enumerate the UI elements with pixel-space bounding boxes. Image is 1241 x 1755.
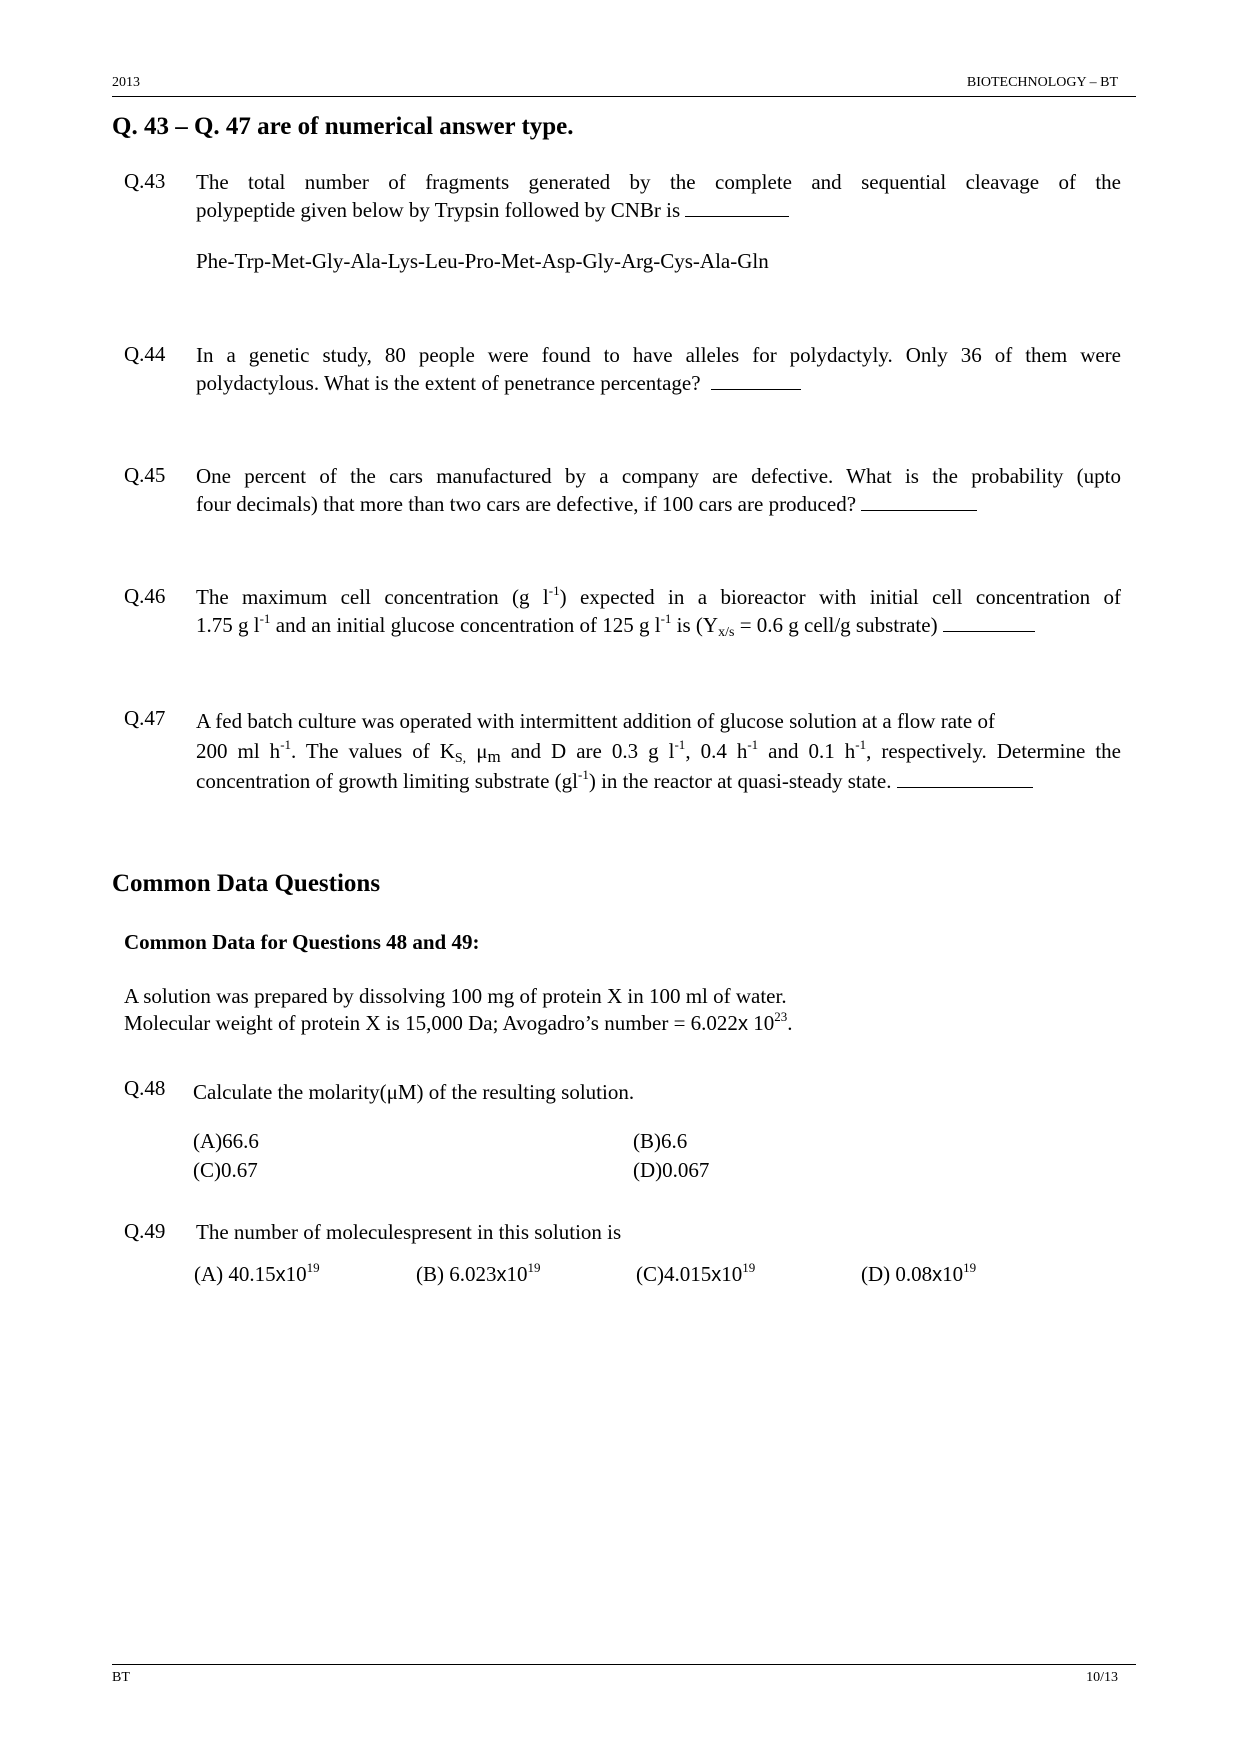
q49-a-exp: 19 bbox=[306, 1260, 320, 1275]
q46-line1 bbox=[196, 584, 1121, 611]
q48-option-c[interactable]: (C)0.67 bbox=[193, 1158, 258, 1182]
q44-line2-text: polydactylous. What is the extent of penetrance percentage? bbox=[196, 371, 701, 395]
q48-option-b[interactable]: (B)6.6 bbox=[633, 1129, 688, 1153]
common-data-title: Common Data Questions bbox=[112, 870, 381, 897]
q47-exp-b: -1 bbox=[674, 737, 686, 752]
footer-code: BT bbox=[112, 1670, 130, 1685]
q46-line2 bbox=[196, 611, 1121, 639]
q46-exp-b: -1 bbox=[259, 611, 271, 626]
q48-text: Calculate the molarity(μM) of the resulting solution. bbox=[193, 1080, 635, 1104]
q43-line2 bbox=[196, 196, 1121, 224]
q47-ks-sub: S, bbox=[454, 751, 467, 766]
q47-mu-sub: m bbox=[487, 747, 501, 766]
q47-line1: A fed batch culture was operated with intermittent addition of glucose solution at a flow rate of bbox=[196, 709, 995, 733]
q48-option-d[interactable]: (D)0.067 bbox=[633, 1158, 710, 1182]
q45-line2 bbox=[196, 490, 1121, 518]
q47-line2 bbox=[196, 736, 1121, 766]
q45-answer-blank[interactable] bbox=[861, 490, 977, 511]
q47-l2a: 200 ml h bbox=[196, 739, 281, 763]
q46-answer-blank[interactable] bbox=[943, 611, 1035, 632]
q43-number: Q.43 bbox=[124, 169, 166, 193]
q49-option-a[interactable] bbox=[194, 1262, 320, 1287]
q45-line1: One percent of the cars manufactured by a company are defective. What is the probability (upto bbox=[196, 464, 1121, 488]
q49-a-ten: 10 bbox=[285, 1262, 307, 1286]
q46-l2c: is (Y bbox=[671, 613, 719, 637]
q49-text: The number of moleculespresent in this solution is bbox=[196, 1220, 622, 1244]
q48-option-a[interactable]: (A)66.6 bbox=[193, 1129, 259, 1153]
q44-line1: In a genetic study, 80 people were found to have alleles for polydactyly. Only 36 of them were bbox=[196, 343, 1121, 367]
q47-mu: μ bbox=[476, 739, 488, 763]
q47-exp-c: -1 bbox=[747, 737, 759, 752]
q49-option-d[interactable] bbox=[861, 1262, 976, 1287]
header-subject: BIOTECHNOLOGY – BT bbox=[966, 75, 1118, 90]
q47-exp-a: -1 bbox=[280, 737, 292, 752]
q43-sequence: Phe-Trp-Met-Gly-Ala-Lys-Leu-Pro-Met-Asp-Gly-Arg-Cys-Ala-Gln bbox=[196, 249, 769, 273]
q49-c-times: x bbox=[711, 1264, 722, 1286]
q47-l2f: , respectively. Determine the bbox=[866, 739, 1122, 763]
q46-l2b: and an initial glucose concentration of 125 g l bbox=[270, 613, 661, 637]
q47-text bbox=[196, 706, 1121, 796]
common-ten: 10 bbox=[747, 1011, 775, 1035]
q49-c-exp: 19 bbox=[742, 1260, 756, 1275]
q49-a-label: (A) 40.15 bbox=[194, 1262, 276, 1286]
q49-number: Q.49 bbox=[124, 1219, 166, 1243]
q43-text bbox=[196, 169, 1121, 224]
q47-l2b: . The values of K bbox=[291, 739, 455, 763]
q45-line2-text: four decimals) that more than two cars are defective, if 100 cars are produced? bbox=[196, 492, 857, 516]
q46-text bbox=[196, 584, 1121, 639]
q46-yield-sub: x/s bbox=[718, 625, 735, 640]
q49-b-label: (B) 6.023 bbox=[416, 1262, 497, 1286]
q45-text bbox=[196, 463, 1121, 518]
q49-c-ten: 10 bbox=[721, 1262, 743, 1286]
q46-exp-a: -1 bbox=[548, 583, 560, 598]
common-data-line2 bbox=[124, 1010, 792, 1038]
q47-l2e: and 0.1 h bbox=[758, 739, 856, 763]
q47-exp-e: -1 bbox=[578, 767, 589, 782]
common-times: x bbox=[737, 1013, 748, 1035]
q46-l2d: = 0.6 g cell/g substrate) bbox=[734, 613, 938, 637]
q49-b-times: x bbox=[496, 1264, 507, 1286]
q47-l2c: and D are 0.3 g l bbox=[500, 739, 675, 763]
q44-answer-blank[interactable] bbox=[711, 369, 801, 390]
common-line2-text: Molecular weight of protein X is 15,000 Da; Avogadro’s number = 6.022 bbox=[124, 1011, 738, 1035]
header-rule bbox=[112, 96, 1136, 97]
q46-number: Q.46 bbox=[124, 584, 166, 608]
q49-b-ten: 10 bbox=[506, 1262, 528, 1286]
q46-l1b: ) expected in a bioreactor with initial cell concentration of bbox=[559, 585, 1121, 609]
q49-d-ten: 10 bbox=[942, 1262, 964, 1286]
q44-number: Q.44 bbox=[124, 342, 166, 366]
q49-b-exp: 19 bbox=[527, 1260, 541, 1275]
common-data-subtitle: Common Data for Questions 48 and 49: bbox=[124, 930, 480, 954]
q45-number: Q.45 bbox=[124, 463, 166, 487]
q49-d-times: x bbox=[932, 1264, 943, 1286]
footer-page: 10/13 bbox=[1086, 1670, 1118, 1685]
q43-line2-text: polypeptide given below by Trypsin followed by CNBr is bbox=[196, 198, 681, 222]
section-title-numerical: Q. 43 – Q. 47 are of numerical answer type. bbox=[112, 113, 574, 140]
q47-exp-d: -1 bbox=[855, 737, 867, 752]
footer-rule bbox=[112, 1664, 1136, 1665]
q49-d-label: (D) 0.08 bbox=[861, 1262, 933, 1286]
q47-l2d: , 0.4 h bbox=[685, 739, 748, 763]
common-period: . bbox=[787, 1011, 793, 1035]
q48-number: Q.48 bbox=[124, 1076, 166, 1100]
header-year: 2013 bbox=[112, 75, 140, 90]
q47-answer-blank[interactable] bbox=[897, 767, 1033, 788]
q43-answer-blank[interactable] bbox=[685, 196, 789, 217]
q49-option-b[interactable] bbox=[416, 1262, 541, 1287]
q46-l1a: The maximum cell concentration (g l bbox=[196, 585, 549, 609]
common-data-line1: A solution was prepared by dissolving 100 mg of protein X in 100 ml of water. bbox=[124, 984, 787, 1008]
q44-line2 bbox=[196, 369, 1121, 397]
q49-c-label: (C)4.015 bbox=[636, 1262, 712, 1286]
q46-l2a: 1.75 g l bbox=[196, 613, 260, 637]
q49-option-c[interactable] bbox=[636, 1262, 755, 1287]
q47-number: Q.47 bbox=[124, 706, 166, 730]
q49-d-exp: 19 bbox=[963, 1260, 977, 1275]
q47-l3a: concentration of growth limiting substrate (gl bbox=[196, 769, 578, 793]
q44-text bbox=[196, 342, 1121, 397]
q47-line3 bbox=[196, 766, 1121, 796]
q47-l3b: ) in the reactor at quasi-steady state. bbox=[588, 769, 892, 793]
q49-a-times: x bbox=[275, 1264, 286, 1286]
common-exp23: 23 bbox=[774, 1009, 788, 1024]
q46-exp-c: -1 bbox=[660, 611, 672, 626]
q43-line1: The total number of fragments generated by the complete and sequential cleavage of the bbox=[196, 170, 1121, 194]
